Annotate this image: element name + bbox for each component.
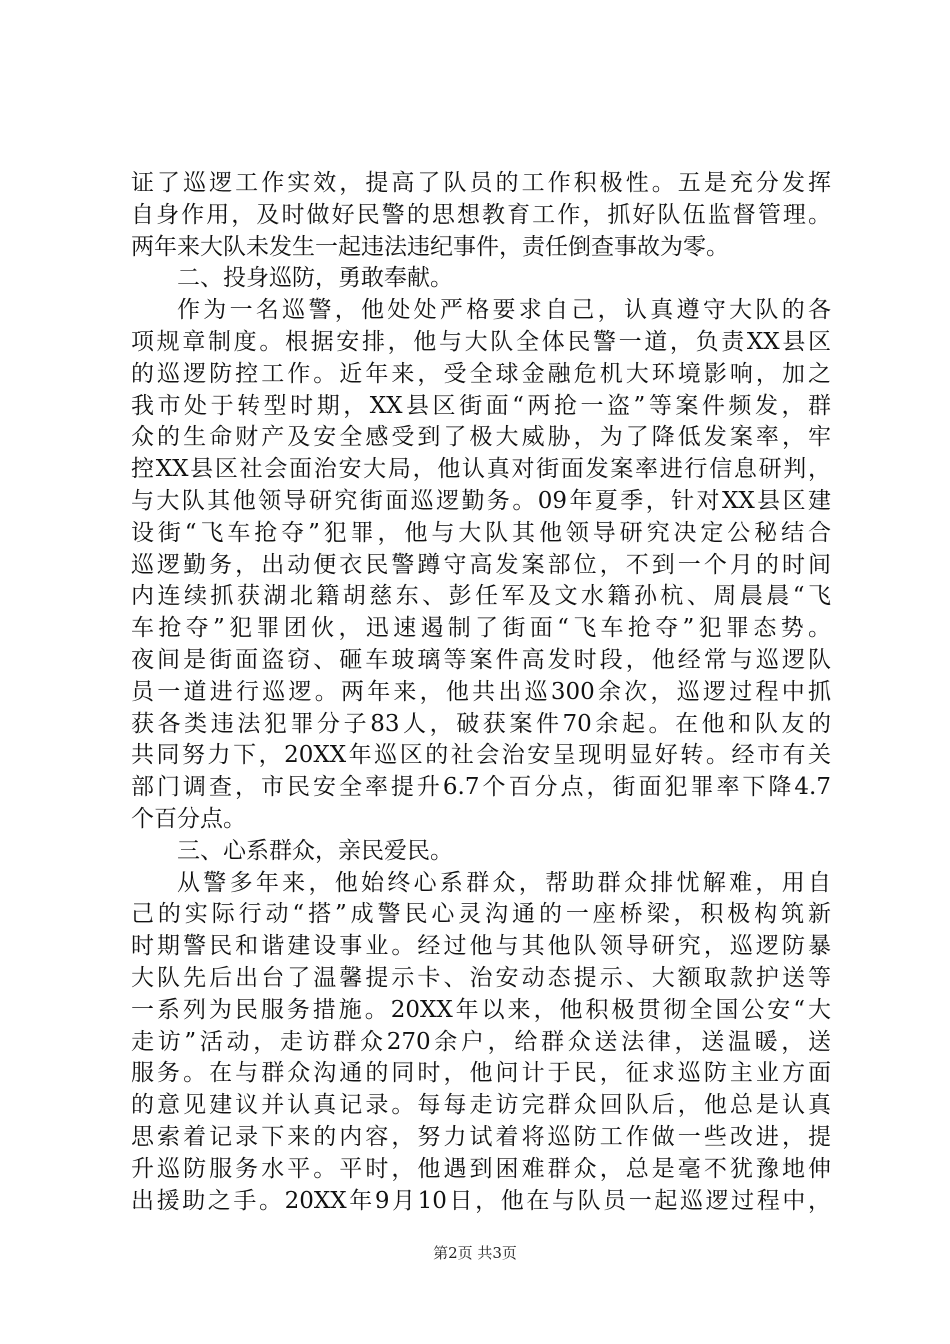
text-line: 巡逻勤务，出动便衣民警蹲守高发案部位，不到一个月的时间 — [131, 551, 831, 578]
text-line: 一系列为民服务措施。20XX年以来，他积极贯彻全国公安“大 — [131, 996, 831, 1023]
text-line: 的意见建议并认真记录。每每走访完群众回队后，他总是认真 — [131, 1092, 831, 1119]
text-line: 获各类违法犯罪分子83人，破获案件70余起。在他和队友的 — [131, 710, 831, 737]
text-line: 升巡防服务水平。平时，他遇到困难群众，总是毫不犹豫地伸 — [131, 1155, 831, 1182]
section-heading: 三、心系群众，亲民爱民。 — [177, 837, 453, 864]
document-body — [131, 168, 831, 1217]
text-line: 个百分点。 — [131, 805, 246, 832]
text-line: 员一道进行巡逻。两年来，他共出巡300余次，巡逻过程中抓 — [131, 678, 831, 705]
text-line: 时期警民和谐建设事业。经过他与其他队领导研究，巡逻防暴 — [131, 933, 831, 960]
text-line: 大队先后出台了温馨提示卡、治安动态提示、大额取款护送等 — [131, 964, 831, 991]
text-line: 夜间是街面盗窃、砸车玻璃等案件高发时段，他经常与巡逻队 — [131, 646, 831, 673]
text-line: 自身作用，及时做好民警的思想教育工作，抓好队伍监督管理。 — [131, 201, 831, 228]
text-line: 部门调查，市民安全率提升6.7个百分点，街面犯罪率下降4.7 — [131, 774, 831, 801]
text-line: 控XX县区社会面治安大局，他认真对街面发案率进行信息研判， — [131, 456, 831, 483]
text-line: 己的实际行动“搭”成警民心灵沟通的一座桥梁，积极构筑新 — [131, 901, 831, 928]
text-line: 内连续抓获湖北籍胡慈东、彭任军及文水籍孙杭、周晨晨“飞 — [131, 583, 831, 610]
section-heading: 二、投身巡防，勇敢奉献。 — [177, 265, 453, 292]
text-line: 作为一名巡警，他处处严格要求自己，认真遵守大队的各 — [177, 297, 831, 324]
text-line: 走访”活动，走访群众270余户，给群众送法律，送温暖，送 — [131, 1028, 831, 1055]
text-line: 设街“飞车抢夺”犯罪，他与大队其他领导研究决定公秘结合 — [131, 519, 831, 546]
text-line: 出援助之手。20XX年9月10日，他在与队员一起巡逻过程中， — [131, 1187, 831, 1214]
text-line: 服务。在与群众沟通的同时，他问计于民，征求巡防主业方面 — [131, 1060, 831, 1087]
text-line: 众的生命财产及安全感受到了极大威胁，为了降低发案率，牢 — [131, 424, 831, 451]
page-footer: 第2页 共3页 — [433, 1244, 517, 1262]
text-line: 证了巡逻工作实效，提高了队员的工作积极性。五是充分发挥 — [131, 170, 831, 196]
text-line: 的巡逻防控工作。近年来，受全球金融危机大环境影响，加之 — [131, 360, 831, 387]
text-line: 两年来大队未发生一起违法违纪事件，责任倒查事故为零。 — [131, 233, 729, 260]
text-line: 与大队其他领导研究街面巡逻勤务。09年夏季，针对XX县区建 — [131, 487, 831, 514]
text-line: 车抢夺”犯罪团伙，迅速遏制了街面“飞车抢夺”犯罪态势。 — [131, 615, 831, 642]
text-line: 从警多年来，他始终心系群众，帮助群众排忧解难，用自 — [177, 869, 831, 896]
text-line: 思索着记录下来的内容，努力试着将巡防工作做一些改进，提 — [131, 1123, 831, 1150]
text-line: 共同努力下，20XX年巡区的社会治安呈现明显好转。经市有关 — [131, 742, 831, 769]
text-line: 项规章制度。根据安排，他与大队全体民警一道，负责XX县区 — [131, 328, 831, 355]
text-line: 我市处于转型时期，XX县区街面“两抢一盗”等案件频发，群 — [131, 392, 831, 419]
